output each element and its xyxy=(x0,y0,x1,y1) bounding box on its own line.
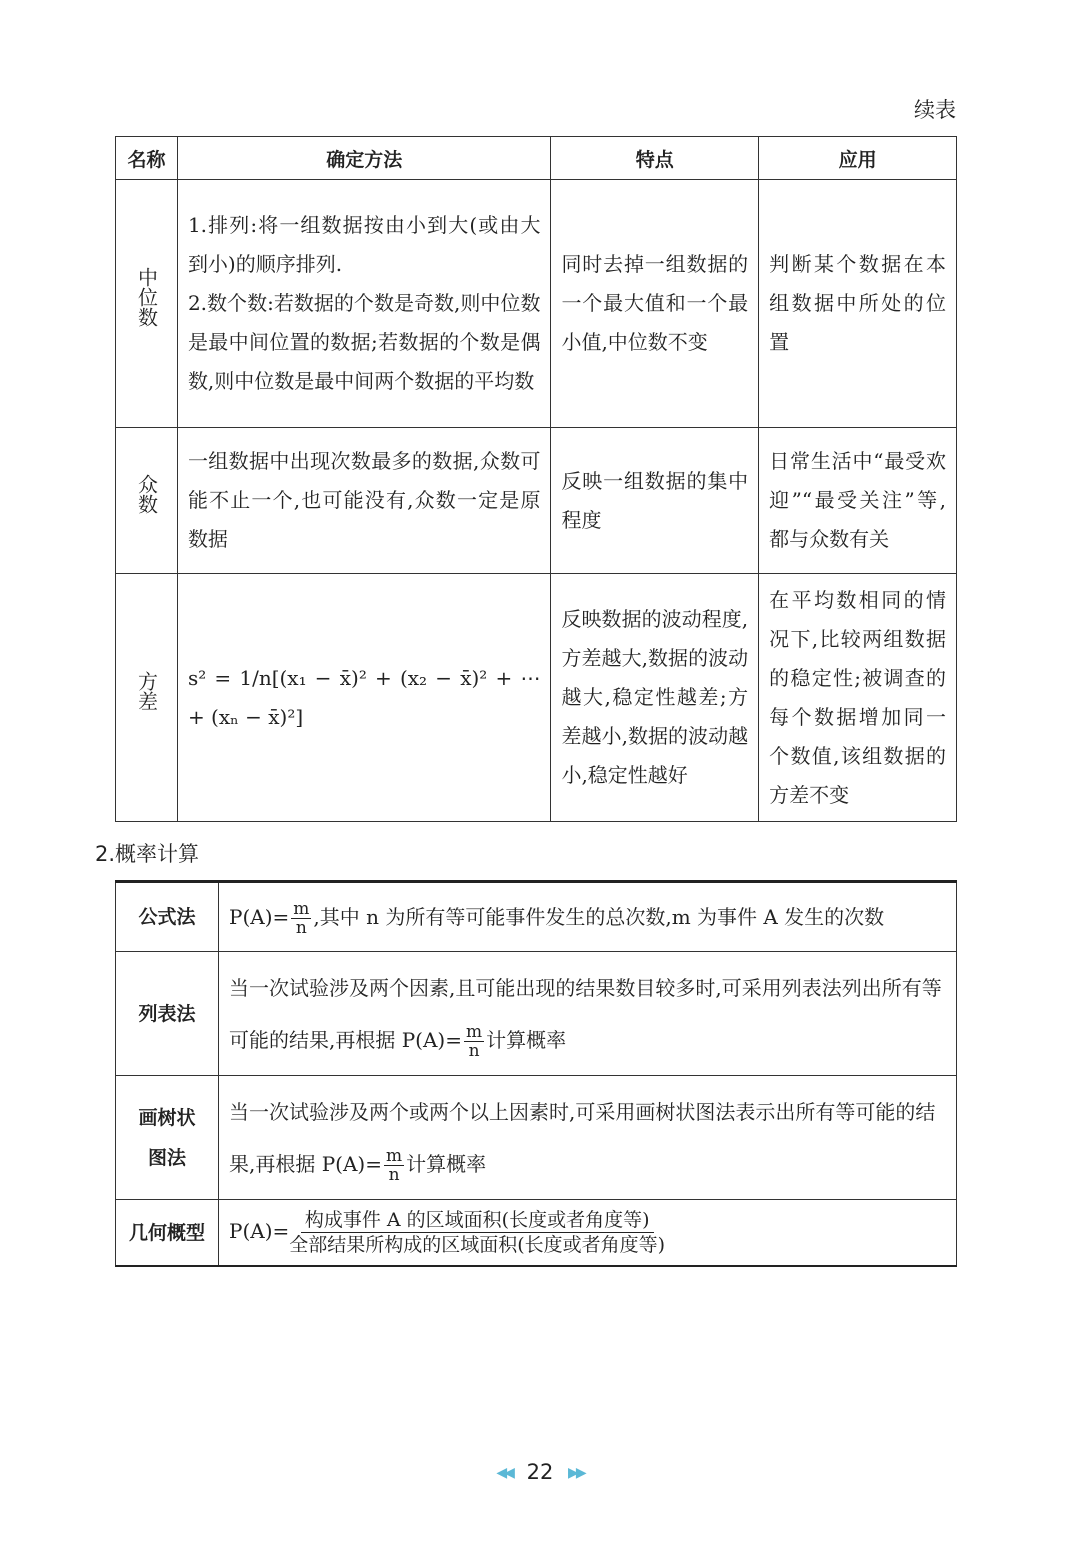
row-method-median: 1.排列:将一组数据按由小到大(或由大到小)的顺序排列. 2.数个数:若数据的个数是奇数,则中位数是最中间位置的数据;若数据的个数是偶数,则中位数是最中间两个数据的平均数 xyxy=(177,180,551,428)
tree-pre: 当一次试验涉及两个或两个以上因素时,可采用画树状图法表示出所有等可能的结果,再根据 P(A)= xyxy=(229,1099,936,1176)
label-list-method: 列表法 xyxy=(116,952,219,1076)
label-formula-method: 公式法 xyxy=(116,882,219,952)
prev-arrow-icon: ◀◀ xyxy=(496,1465,512,1481)
table-row-mode xyxy=(116,428,957,574)
content-tree-method xyxy=(219,1076,957,1200)
row-application-variance: 在平均数相同的情况下,比较两组数据的稳定性;被调查的每个数据增加同一个数值,该组数据的方差不变 xyxy=(759,574,957,822)
list-pre: 当一次试验涉及两个因素,且可能出现的结果数目较多时,可采用列表法列出所有等可能的结果,再根据 P(A)= xyxy=(229,975,942,1052)
row-feature-mode: 反映一组数据的集中程度 xyxy=(551,428,759,574)
table-row-list-method xyxy=(116,952,957,1076)
table-row-median xyxy=(116,180,957,428)
label-geometric: 几何概型 xyxy=(116,1200,219,1267)
header-application: 应用 xyxy=(759,137,957,180)
header-method: 确定方法 xyxy=(177,137,551,180)
page-number: 22 xyxy=(526,1460,554,1484)
statistics-table xyxy=(115,136,957,822)
header-feature: 特点 xyxy=(551,137,759,180)
fraction: $\frac{m}{n}$ xyxy=(385,1145,403,1185)
fraction: $\frac{m}{n}$ xyxy=(465,1021,483,1061)
row-application-median: 判断某个数据在本组数据中所处的位置 xyxy=(759,180,957,428)
content-geometric xyxy=(219,1200,957,1267)
formula-pre: P(A)= xyxy=(229,905,290,929)
table-row-tree-method xyxy=(116,1076,957,1200)
probability-table xyxy=(115,880,957,1267)
row-method-variance: s² = 1/n[(x₁ − x̄)² + (x₂ − x̄)² + ⋯ + (xₙ − x̄)²] xyxy=(177,574,551,822)
table-row-formula-method xyxy=(116,882,957,952)
table-row-geometric xyxy=(116,1200,957,1267)
formula-post: ,其中 n 为所有等可能事件发生的总次数,m 为事件 A 发生的次数 xyxy=(313,905,885,929)
row-method-mode: 一组数据中出现次数最多的数据,众数可能不止一个,也可能没有,众数一定是原数据 xyxy=(177,428,551,574)
table-row-variance xyxy=(116,574,957,822)
tree-post: 计算概率 xyxy=(406,1151,487,1176)
continued-label: 续表 xyxy=(914,98,956,122)
row-feature-variance: 反映数据的波动程度,方差越大,数据的波动越大,稳定性越差;方差越小,数据的波动越小,稳定性越好 xyxy=(551,574,759,822)
row-name-median: 中位数 xyxy=(116,180,178,428)
header-name: 名称 xyxy=(116,137,178,180)
fraction: $\frac{m}{n}$ xyxy=(293,899,310,938)
section-title-probability: 2.概率计算 xyxy=(95,842,200,866)
list-post: 计算概率 xyxy=(486,1027,567,1052)
geometric-fraction: $\frac{\text{构成事件 A 的区域面积(长度或者角度等)}}{\text{全部结果所构成的区域面积(长度或者角度等)}}$ xyxy=(289,1209,666,1256)
row-feature-median: 同时去掉一组数据的一个最大值和一个最小值,中位数不变 xyxy=(551,180,759,428)
label-tree-method: 画树状图法 xyxy=(116,1076,219,1200)
page-footer xyxy=(0,1460,1080,1484)
content-formula-method xyxy=(219,882,957,952)
row-name-mode: 众数 xyxy=(116,428,178,574)
next-arrow-icon: ▶▶ xyxy=(568,1465,584,1481)
content-list-method xyxy=(219,952,957,1076)
table-header-row xyxy=(116,137,957,180)
row-application-mode: 日常生活中“最受欢迎”“最受关注”等,都与众数有关 xyxy=(759,428,957,574)
row-name-variance: 方差 xyxy=(116,574,178,822)
geo-pre: P(A)= xyxy=(229,1219,290,1243)
